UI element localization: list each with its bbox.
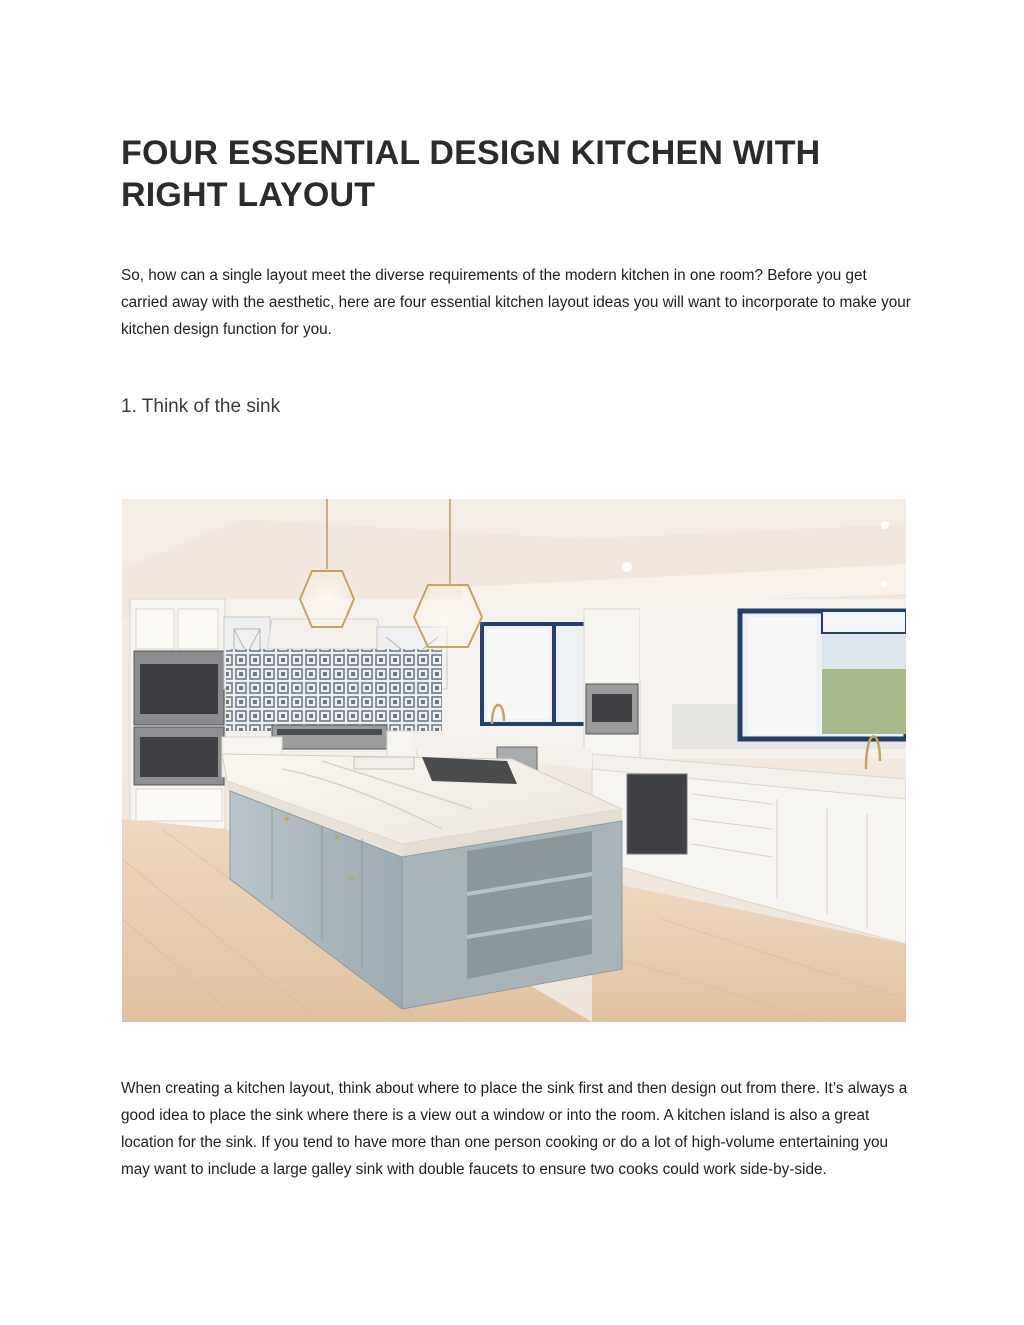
section-heading: 1. Think of the sink xyxy=(121,396,281,417)
document-title: FOUR ESSENTIAL DESIGN KITCHEN WITH RIGHT LAYOUT xyxy=(121,134,821,214)
kitchen-photo xyxy=(122,499,906,1022)
section-body-paragraph: When creating a kitchen layout, think about where to place the sink first and then design out from there. It’s always a good idea to place the sink where there is a view out a window or into the room. A kitchen island is also a great location for the sink. If you tend to have more than one person cooking or do a lot of high-volume entertaining you may want to include a large galley sink with double faucets to ensure two cooks could work side-by-side. xyxy=(121,1080,908,1178)
intro-paragraph: So, how can a single layout meet the diverse requirements of the modern kitchen in one room? Before you get carried away with the aesthetic, here are four essential kitchen layout ideas you will want to incorporate to make your kitchen design function for you. xyxy=(121,267,911,338)
